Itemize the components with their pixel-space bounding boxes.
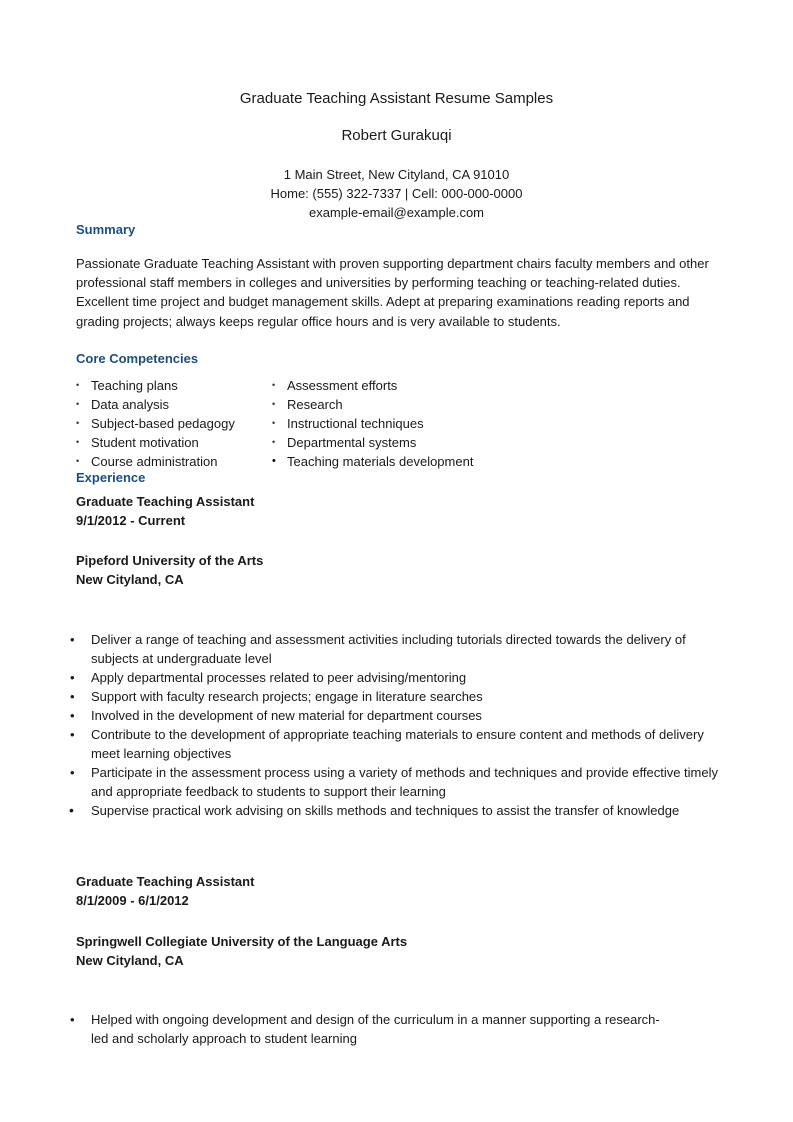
list-item: • Teaching materials development	[272, 454, 474, 469]
bullet-icon: •	[70, 765, 75, 780]
bullet-icon: •	[76, 399, 80, 409]
bullet-icon: •	[76, 380, 80, 390]
list-item: • Apply departmental processes related to peer advising/mentoring	[70, 670, 467, 685]
job-employer: Springwell Collegiate University of the Language Arts	[76, 934, 408, 949]
list-item: • Teaching plans	[76, 378, 178, 393]
bullet-icon: •	[70, 727, 75, 742]
bullet-icon: •	[272, 455, 276, 467]
list-item: • Deliver a range of teaching and assessment activities including tutorials directed towards the delivery of subjects at undergraduate level	[70, 632, 686, 666]
list-item: • Instructional techniques	[272, 416, 424, 431]
job-duties-list	[66, 630, 726, 820]
list-item: • Assessment efforts	[272, 378, 398, 393]
list-item: • Research	[272, 397, 343, 412]
job-duties-list	[66, 1010, 666, 1048]
job-title: Graduate Teaching Assistant	[76, 874, 255, 889]
job-dates: 9/1/2012 - Current	[76, 513, 186, 528]
bullet-icon: •	[272, 418, 276, 428]
bullet-icon: •	[272, 437, 276, 447]
list-item: • Course administration	[76, 454, 218, 469]
bullet-icon: •	[272, 399, 276, 409]
bullet-icon: •	[272, 380, 276, 390]
list-item: • Participate in the assessment process using a variety of methods and techniques and provide effective timely and appropriate feedback to students to support their learning	[70, 765, 718, 799]
list-item: • Support with faculty research projects; engage in literature searches	[70, 689, 483, 704]
summary-heading: Summary	[76, 222, 136, 237]
bullet-icon: •	[70, 708, 75, 723]
bullet-icon: •	[76, 418, 80, 428]
bullet-icon: •	[70, 1012, 75, 1027]
bullet-icon: •	[70, 670, 75, 685]
contact-email: example-email@example.com	[308, 205, 485, 220]
job-location: New Cityland, CA	[76, 572, 184, 587]
bullet-icon: •	[76, 437, 80, 447]
competencies-heading: Core Competencies	[76, 351, 199, 366]
job-location: New Cityland, CA	[76, 953, 184, 968]
list-item: • Involved in the development of new material for department courses	[70, 708, 482, 723]
summary-text: Passionate Graduate Teaching Assistant with proven supporting department chairs faculty members and other professional staff members in colleges and universities by performing teaching or teaching-related duties. Excellent time project and budget management skills. Adept at preparing examinations reading reports and grading projects; always keeps regular office hours and is very available to students.	[76, 256, 709, 329]
experience-heading: Experience	[76, 470, 146, 485]
list-item: • Supervise practical work advising on skills methods and techniques to assist the transfer of knowledge	[69, 802, 680, 818]
bullet-icon: •	[76, 456, 80, 466]
bullet-icon: •	[69, 802, 74, 818]
competencies-left-list	[76, 376, 235, 471]
job-title: Graduate Teaching Assistant	[76, 494, 255, 509]
candidate-name: Robert Gurakuqi	[341, 127, 452, 144]
list-item: • Subject-based pedagogy	[76, 416, 235, 431]
bullet-icon: •	[70, 632, 75, 647]
competencies-right-list	[272, 376, 473, 471]
contact-address: 1 Main Street, New Cityland, CA 91010	[283, 167, 510, 182]
contact-phones: Home: (555) 322-7337 | Cell: 000-000-0000	[270, 186, 523, 201]
list-item: • Data analysis	[76, 397, 170, 412]
list-item: • Departmental systems	[272, 435, 417, 450]
list-item: • Helped with ongoing development and design of the curriculum in a manner supporting a research-led and scholarly approach to student learning	[70, 1012, 660, 1046]
list-item: • Contribute to the development of appropriate teaching materials to ensure content and methods of delivery meet learning objectives	[70, 727, 704, 761]
list-item: • Student motivation	[76, 435, 199, 450]
job-employer: Pipeford University of the Arts	[76, 553, 264, 568]
document-title: Graduate Teaching Assistant Resume Samples	[239, 90, 554, 107]
job-dates: 8/1/2009 - 6/1/2012	[76, 893, 189, 908]
bullet-icon: •	[70, 689, 75, 704]
